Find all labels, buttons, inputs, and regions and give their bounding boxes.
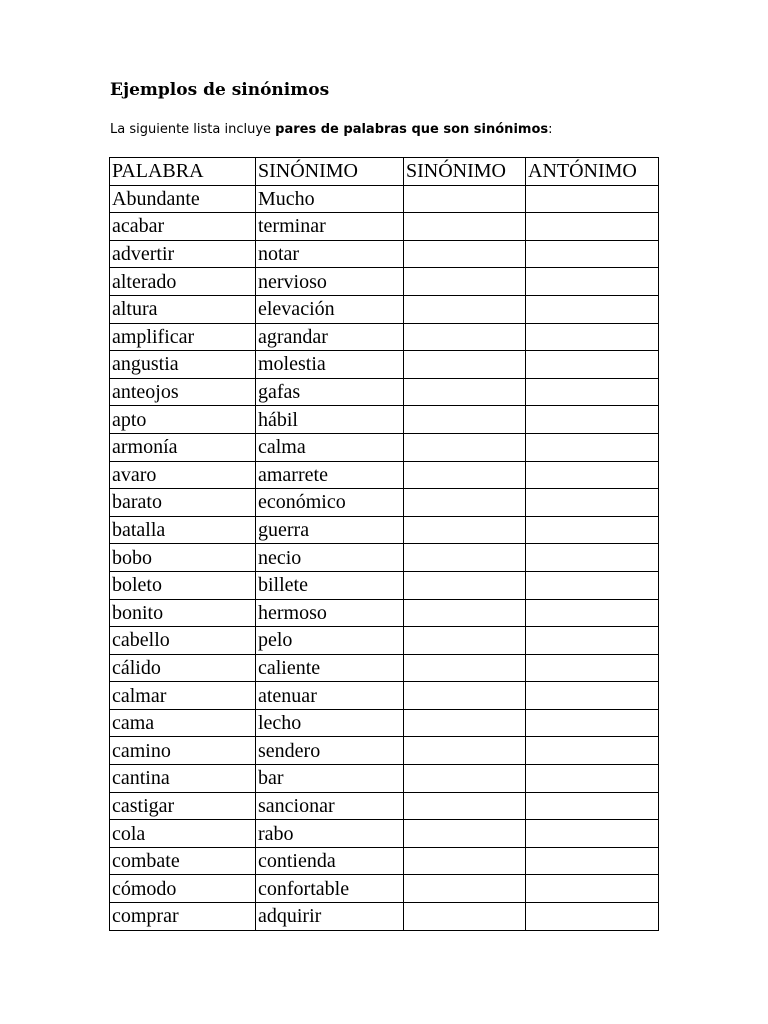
table-row (110, 433, 659, 461)
cell-sinonimo: lecho (256, 709, 404, 737)
cell-sinonimo: terminar (256, 213, 404, 241)
table-row (110, 240, 659, 268)
table-row (110, 213, 659, 241)
table-row (110, 571, 659, 599)
cell-sinonimo-2 (404, 351, 526, 379)
table-row (110, 627, 659, 655)
cell-antonimo (526, 433, 659, 461)
cell-sinonimo-2 (404, 516, 526, 544)
table-row (110, 654, 659, 682)
cell-sinonimo: confortable (256, 875, 404, 903)
cell-sinonimo-2 (404, 765, 526, 793)
cell-sinonimo-2 (404, 903, 526, 931)
table-row (110, 378, 659, 406)
table-row (110, 820, 659, 848)
table-row (110, 709, 659, 737)
cell-antonimo (526, 654, 659, 682)
cell-sinonimo: nervioso (256, 268, 404, 296)
cell-sinonimo: gafas (256, 378, 404, 406)
cell-sinonimo-2 (404, 847, 526, 875)
cell-sinonimo: atenuar (256, 682, 404, 710)
cell-palabra: cola (110, 820, 256, 848)
cell-sinonimo-2 (404, 682, 526, 710)
cell-antonimo (526, 351, 659, 379)
cell-sinonimo: molestia (256, 351, 404, 379)
table-row (110, 792, 659, 820)
header-sinonimo: SINÓNIMO (256, 158, 404, 186)
cell-palabra: armonía (110, 433, 256, 461)
cell-sinonimo-2 (404, 268, 526, 296)
cell-palabra: castigar (110, 792, 256, 820)
cell-antonimo (526, 323, 659, 351)
table-row (110, 406, 659, 434)
cell-palabra: cama (110, 709, 256, 737)
cell-palabra: acabar (110, 213, 256, 241)
cell-palabra: comprar (110, 903, 256, 931)
cell-sinonimo-2 (404, 378, 526, 406)
cell-sinonimo: guerra (256, 516, 404, 544)
cell-palabra: amplificar (110, 323, 256, 351)
table-header-row (110, 158, 659, 186)
intro-paragraph (110, 122, 553, 137)
table-row (110, 295, 659, 323)
cell-sinonimo-2 (404, 599, 526, 627)
table-row (110, 875, 659, 903)
cell-sinonimo-2 (404, 406, 526, 434)
cell-sinonimo-2 (404, 820, 526, 848)
cell-sinonimo: billete (256, 571, 404, 599)
cell-sinonimo-2 (404, 295, 526, 323)
cell-sinonimo: contienda (256, 847, 404, 875)
table-row (110, 351, 659, 379)
cell-palabra: calmar (110, 682, 256, 710)
cell-antonimo (526, 489, 659, 517)
cell-palabra: anteojos (110, 378, 256, 406)
cell-antonimo (526, 903, 659, 931)
cell-sinonimo-2 (404, 213, 526, 241)
header-sinonimo-2: SINÓNIMO (404, 158, 526, 186)
cell-palabra: boleto (110, 571, 256, 599)
cell-antonimo (526, 295, 659, 323)
cell-antonimo (526, 268, 659, 296)
cell-palabra: batalla (110, 516, 256, 544)
table-row (110, 847, 659, 875)
page-title: Ejemplos de sinónimos (110, 80, 330, 100)
cell-antonimo (526, 406, 659, 434)
cell-palabra: avaro (110, 461, 256, 489)
intro-text: La siguiente lista incluye (110, 122, 276, 137)
table-row (110, 323, 659, 351)
header-palabra: PALABRA (110, 158, 256, 186)
cell-palabra: cálido (110, 654, 256, 682)
cell-palabra: combate (110, 847, 256, 875)
cell-sinonimo: calma (256, 433, 404, 461)
cell-antonimo (526, 516, 659, 544)
cell-sinonimo-2 (404, 461, 526, 489)
table-row (110, 903, 659, 931)
cell-sinonimo-2 (404, 240, 526, 268)
cell-sinonimo: amarrete (256, 461, 404, 489)
cell-antonimo (526, 737, 659, 765)
cell-antonimo (526, 847, 659, 875)
cell-antonimo (526, 682, 659, 710)
cell-sinonimo-2 (404, 709, 526, 737)
cell-sinonimo-2 (404, 323, 526, 351)
cell-antonimo (526, 820, 659, 848)
cell-sinonimo-2 (404, 875, 526, 903)
cell-antonimo (526, 765, 659, 793)
cell-sinonimo: sendero (256, 737, 404, 765)
cell-sinonimo: bar (256, 765, 404, 793)
cell-sinonimo-2 (404, 185, 526, 213)
cell-sinonimo: notar (256, 240, 404, 268)
cell-sinonimo-2 (404, 571, 526, 599)
cell-palabra: Abundante (110, 185, 256, 213)
cell-palabra: camino (110, 737, 256, 765)
cell-sinonimo-2 (404, 489, 526, 517)
cell-antonimo (526, 792, 659, 820)
cell-antonimo (526, 709, 659, 737)
cell-antonimo (526, 544, 659, 572)
cell-palabra: bonito (110, 599, 256, 627)
table-row (110, 765, 659, 793)
intro-bold-text: pares de palabras que son sinónimos (275, 122, 549, 137)
cell-palabra: alterado (110, 268, 256, 296)
table-row (110, 599, 659, 627)
cell-sinonimo: hermoso (256, 599, 404, 627)
cell-antonimo (526, 378, 659, 406)
table-row (110, 185, 659, 213)
cell-antonimo (526, 213, 659, 241)
cell-sinonimo: rabo (256, 820, 404, 848)
cell-palabra: bobo (110, 544, 256, 572)
table-row (110, 516, 659, 544)
cell-sinonimo-2 (404, 544, 526, 572)
table-row (110, 737, 659, 765)
cell-sinonimo-2 (404, 654, 526, 682)
cell-sinonimo-2 (404, 433, 526, 461)
cell-sinonimo-2 (404, 627, 526, 655)
cell-sinonimo: Mucho (256, 185, 404, 213)
table-row (110, 268, 659, 296)
cell-sinonimo: agrandar (256, 323, 404, 351)
table-row (110, 489, 659, 517)
table-row (110, 544, 659, 572)
cell-palabra: angustia (110, 351, 256, 379)
cell-antonimo (526, 627, 659, 655)
cell-palabra: cabello (110, 627, 256, 655)
cell-antonimo (526, 185, 659, 213)
table-body (110, 185, 659, 930)
cell-palabra: apto (110, 406, 256, 434)
cell-sinonimo-2 (404, 792, 526, 820)
cell-sinonimo: económico (256, 489, 404, 517)
table-row (110, 461, 659, 489)
cell-sinonimo: elevación (256, 295, 404, 323)
cell-sinonimo: adquirir (256, 903, 404, 931)
cell-antonimo (526, 571, 659, 599)
cell-palabra: altura (110, 295, 256, 323)
cell-sinonimo: sancionar (256, 792, 404, 820)
cell-sinonimo: hábil (256, 406, 404, 434)
cell-palabra: cómodo (110, 875, 256, 903)
intro-suffix: : (548, 122, 553, 137)
cell-sinonimo-2 (404, 737, 526, 765)
synonyms-table (109, 157, 659, 931)
table-row (110, 682, 659, 710)
cell-palabra: advertir (110, 240, 256, 268)
cell-antonimo (526, 875, 659, 903)
cell-palabra: cantina (110, 765, 256, 793)
cell-sinonimo: pelo (256, 627, 404, 655)
cell-palabra: barato (110, 489, 256, 517)
cell-antonimo (526, 240, 659, 268)
cell-antonimo (526, 599, 659, 627)
cell-antonimo (526, 461, 659, 489)
header-antonimo: ANTÓNIMO (526, 158, 659, 186)
cell-sinonimo: necio (256, 544, 404, 572)
cell-sinonimo: caliente (256, 654, 404, 682)
